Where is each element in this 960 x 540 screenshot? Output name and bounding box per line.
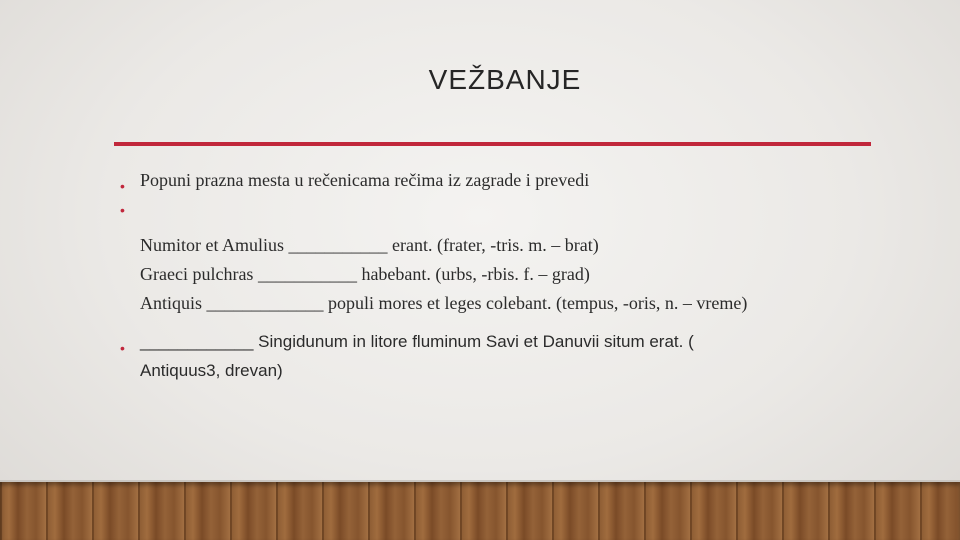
bullet-marker: • <box>120 178 125 194</box>
exercise-line: Antiquis _____________ populi mores et leges colebant. (tempus, -oris, n. – vreme) <box>140 293 748 313</box>
exercise-lines <box>140 196 880 318</box>
title-underline <box>114 142 871 146</box>
bullet-item-instruction <box>120 166 880 196</box>
bullet-marker: • <box>120 340 125 356</box>
slide-title: VEŽBANJE <box>428 64 582 95</box>
bullet-item-singidunum <box>120 327 880 385</box>
exercise-line: ____________ Singidunum in litore fluminum Savi et Danuvii situm erat. ( <box>140 332 694 351</box>
instruction-text: Popuni prazna mesta u rečenicama rečima iz zagrade i prevedi <box>140 170 590 190</box>
bullet-marker: • <box>120 202 125 218</box>
wood-floor-decoration <box>0 482 960 540</box>
bullet-list <box>120 166 880 385</box>
bullet-item-exercises <box>120 196 880 324</box>
exercise-line: Numitor et Amulius ___________ erant. (frater, -tris. m. – brat) <box>140 235 599 255</box>
exercise-line: Graeci pulchras ___________ habebant. (urbs, -rbis. f. – grad) <box>140 264 590 284</box>
exercise-line: Antiquus3, drevan) <box>140 361 283 380</box>
